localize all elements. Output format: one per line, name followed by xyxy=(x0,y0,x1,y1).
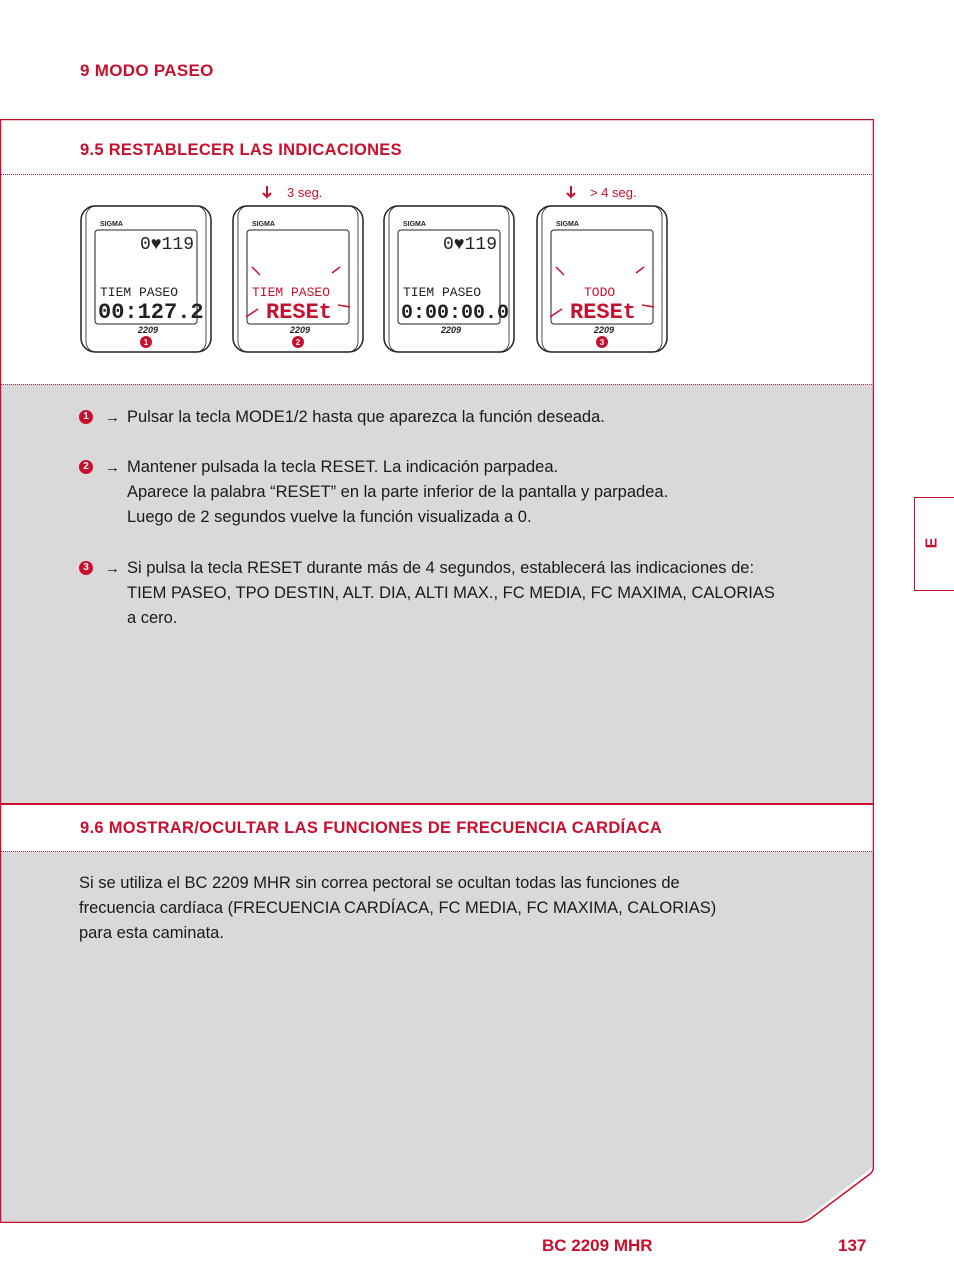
chapter-heading: 9 MODO PASEO xyxy=(80,61,214,80)
step-line: Aparece la palabra “RESET” en la parte inferior de la pantalla y parpadea. xyxy=(127,483,669,501)
body-line: para esta caminata. xyxy=(79,924,224,942)
device-value: 0:00:00.0 xyxy=(401,302,510,325)
step-number: 2 xyxy=(79,460,93,474)
step-line: Luego de 2 segundos vuelve la función visualizada a 0. xyxy=(127,508,532,526)
brand-label: SIGMA xyxy=(100,221,123,228)
arrow-right-icon: → xyxy=(105,409,120,426)
section-title-9-5: 9.5 RESTABLECER LAS INDICACIONES xyxy=(80,141,402,159)
hint-3-seconds: 3 seg. xyxy=(287,185,323,200)
step-line: TIEM PASEO, TPO DESTIN, ALT. DIA, ALTI MAX., FC MEDIA, FC MAXIMA, CALORIAS xyxy=(127,584,775,602)
device-value: RESEt xyxy=(570,300,637,325)
body-line: frecuencia cardíaca (FRECUENCIA CARDÍACA, FC MEDIA, FC MAXIMA, CALORIAS) xyxy=(79,899,717,917)
arrow-down-icon xyxy=(565,185,577,199)
step-line: Si pulsa la tecla RESET durante más de 4 segundos, establecerá las indicaciones de: xyxy=(127,559,755,577)
device-reset-all xyxy=(536,205,668,358)
device-label: TODO xyxy=(584,285,616,300)
divider xyxy=(0,174,874,175)
model-label: 2209 xyxy=(594,325,615,335)
step-number: 1 xyxy=(79,410,93,424)
step-number: 3 xyxy=(79,561,93,575)
brand-label: SIGMA xyxy=(403,221,426,228)
arrow-right-icon: → xyxy=(105,459,120,476)
device-label: TIEM PASEO xyxy=(403,285,482,300)
footer-model: BC 2209 MHR xyxy=(542,1236,653,1255)
divider xyxy=(0,851,874,852)
model-label: 2209 xyxy=(441,325,462,335)
language-tab-label: E xyxy=(923,537,941,549)
device-label: TIEM PASEO xyxy=(100,285,179,300)
step-marker: 1 xyxy=(143,338,149,347)
arrow-down-icon xyxy=(261,185,273,199)
divider xyxy=(0,384,874,385)
arrow-right-icon: → xyxy=(105,560,120,577)
step-line: Mantener pulsada la tecla RESET. La indicación parpadea. xyxy=(127,458,559,476)
device-value: RESEt xyxy=(266,300,333,325)
brand-label: SIGMA xyxy=(556,221,579,228)
device-value: 00:127.2 xyxy=(98,300,204,325)
step-marker: 3 xyxy=(599,338,605,347)
step-line: Pulsar la tecla MODE1/2 hasta que aparezca la función deseada. xyxy=(127,408,605,426)
step-line: a cero. xyxy=(127,609,178,627)
device-top-value: 0♥119 xyxy=(443,235,498,255)
language-tab xyxy=(914,497,954,591)
content-frame xyxy=(0,119,874,1223)
device-top-value: 0♥119 xyxy=(140,235,195,255)
device-cleared xyxy=(383,205,515,358)
section-title-9-6: 9.6 MOSTRAR/OCULTAR LAS FUNCIONES DE FRECUENCIA CARDÍACA xyxy=(80,819,663,837)
hint-4-seconds: > 4 seg. xyxy=(590,185,637,200)
page-number: 137 xyxy=(838,1236,867,1255)
model-label: 2209 xyxy=(290,325,311,335)
body-line: Si se utiliza el BC 2209 MHR sin correa pectoral se ocultan todas las funciones de xyxy=(79,874,680,892)
device-reset-flash xyxy=(232,205,364,358)
brand-label: SIGMA xyxy=(252,221,275,228)
device-label: TIEM PASEO xyxy=(252,285,331,300)
section-9-6-body xyxy=(79,871,799,946)
step-marker: 2 xyxy=(295,338,301,347)
device-normal xyxy=(80,205,212,358)
model-label: 2209 xyxy=(138,325,159,335)
